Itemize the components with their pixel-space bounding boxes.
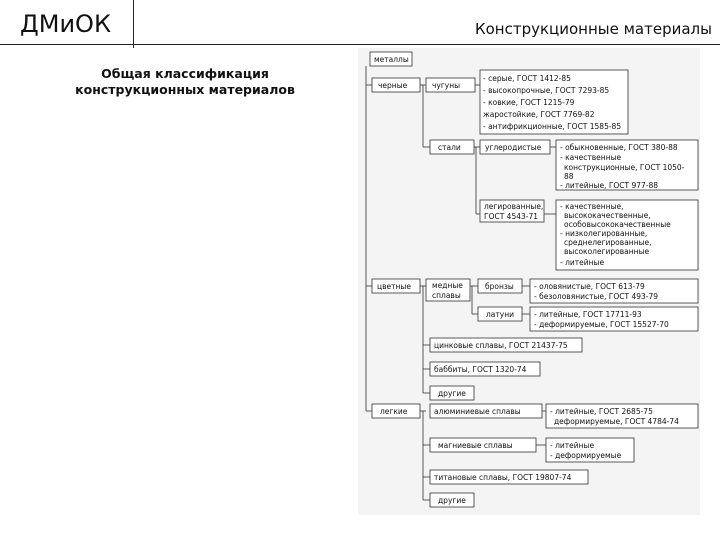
header-divider-right (133, 44, 720, 45)
node-bronzes: бронзы (485, 282, 514, 291)
alloy-steel-item: - качественные, (560, 202, 624, 211)
node-other-light: другие (438, 496, 466, 505)
brass-item: - литейные, ГОСТ 17711-93 (534, 310, 642, 319)
node-black-metals: черные (378, 81, 408, 90)
node-steels: стали (438, 143, 461, 152)
node-light-metals: легкие (380, 407, 408, 416)
alloy-steel-item: особовысококачественные (564, 220, 671, 229)
app-title: ДМиОК (20, 10, 111, 38)
node-alloy-steels-gost: ГОСТ 4543-71 (484, 212, 539, 221)
aluminium-item: - литейные, ГОСТ 2685-75 (550, 407, 653, 416)
classification-diagram (358, 48, 700, 515)
alloy-steel-item: высококачественные, (564, 211, 651, 220)
carbon-steel-item: 88 (564, 172, 574, 181)
cast-iron-item: - серые, ГОСТ 1412-85 (483, 74, 571, 83)
slide-title: Конструкционные материалы (474, 20, 712, 38)
aluminium-item: деформируемые, ГОСТ 4784-74 (554, 417, 679, 426)
carbon-steel-item: - качественные (560, 153, 622, 162)
subtitle-line-2: конструкционных материалов (75, 82, 295, 97)
node-alloy-steels: легированные, (484, 202, 544, 211)
magnesium-item: - деформируемые (550, 451, 622, 460)
alloy-steel-item: - низколегированные, (560, 229, 648, 238)
node-nonferrous-metals: цветные (377, 282, 411, 291)
cast-iron-item: - ковкие, ГОСТ 1215-79 (483, 98, 575, 107)
cast-iron-item: жаростойкие, ГОСТ 7769-82 (483, 110, 595, 119)
node-titanium-alloys: титановые сплавы, ГОСТ 19807-74 (434, 473, 572, 482)
carbon-steel-item: - литейные, ГОСТ 977-88 (560, 181, 659, 190)
subtitle-line-1: Общая классификация (101, 66, 269, 81)
node-cast-iron: чугуны (432, 81, 461, 90)
node-zinc-alloys: цинковые сплавы, ГОСТ 21437-75 (434, 341, 568, 350)
node-aluminium-alloys: алюминиевые сплавы (434, 407, 521, 416)
cast-iron-item: - антифрикционные, ГОСТ 1585-85 (483, 122, 622, 131)
brass-item: - деформируемые, ГОСТ 15527-70 (534, 320, 669, 329)
node-carbon-steels: углеродистые (485, 143, 542, 152)
node-babbits: баббиты, ГОСТ 1320-74 (434, 365, 527, 374)
alloy-steel-item: среднелегированные, (564, 238, 652, 247)
bronze-item: - оловянистые, ГОСТ 613-79 (534, 282, 645, 291)
carbon-steel-item: - обыкновенные, ГОСТ 380-88 (560, 143, 678, 152)
cast-iron-item: - высокопрочные, ГОСТ 7293-85 (483, 86, 610, 95)
node-magnesium-alloys: магниевые сплавы (438, 441, 513, 450)
node-copper-alloys-2: сплавы (432, 291, 461, 300)
bronze-item: - безоловянистые, ГОСТ 493-79 (534, 292, 659, 301)
node-copper-alloys: медные (432, 281, 463, 290)
node-brasses: латуни (486, 310, 514, 319)
alloy-steel-item: - литейные (560, 258, 605, 267)
node-metals: металлы (374, 55, 409, 64)
header-divider-left (0, 44, 133, 45)
slide-subtitle (40, 66, 330, 98)
header-separator (133, 0, 134, 48)
magnesium-item: - литейные (550, 441, 595, 450)
carbon-steel-item: конструкционные, ГОСТ 1050- (564, 163, 685, 172)
node-other-nonferrous: другие (438, 389, 466, 398)
alloy-steel-item: высоколегированные (564, 247, 650, 256)
